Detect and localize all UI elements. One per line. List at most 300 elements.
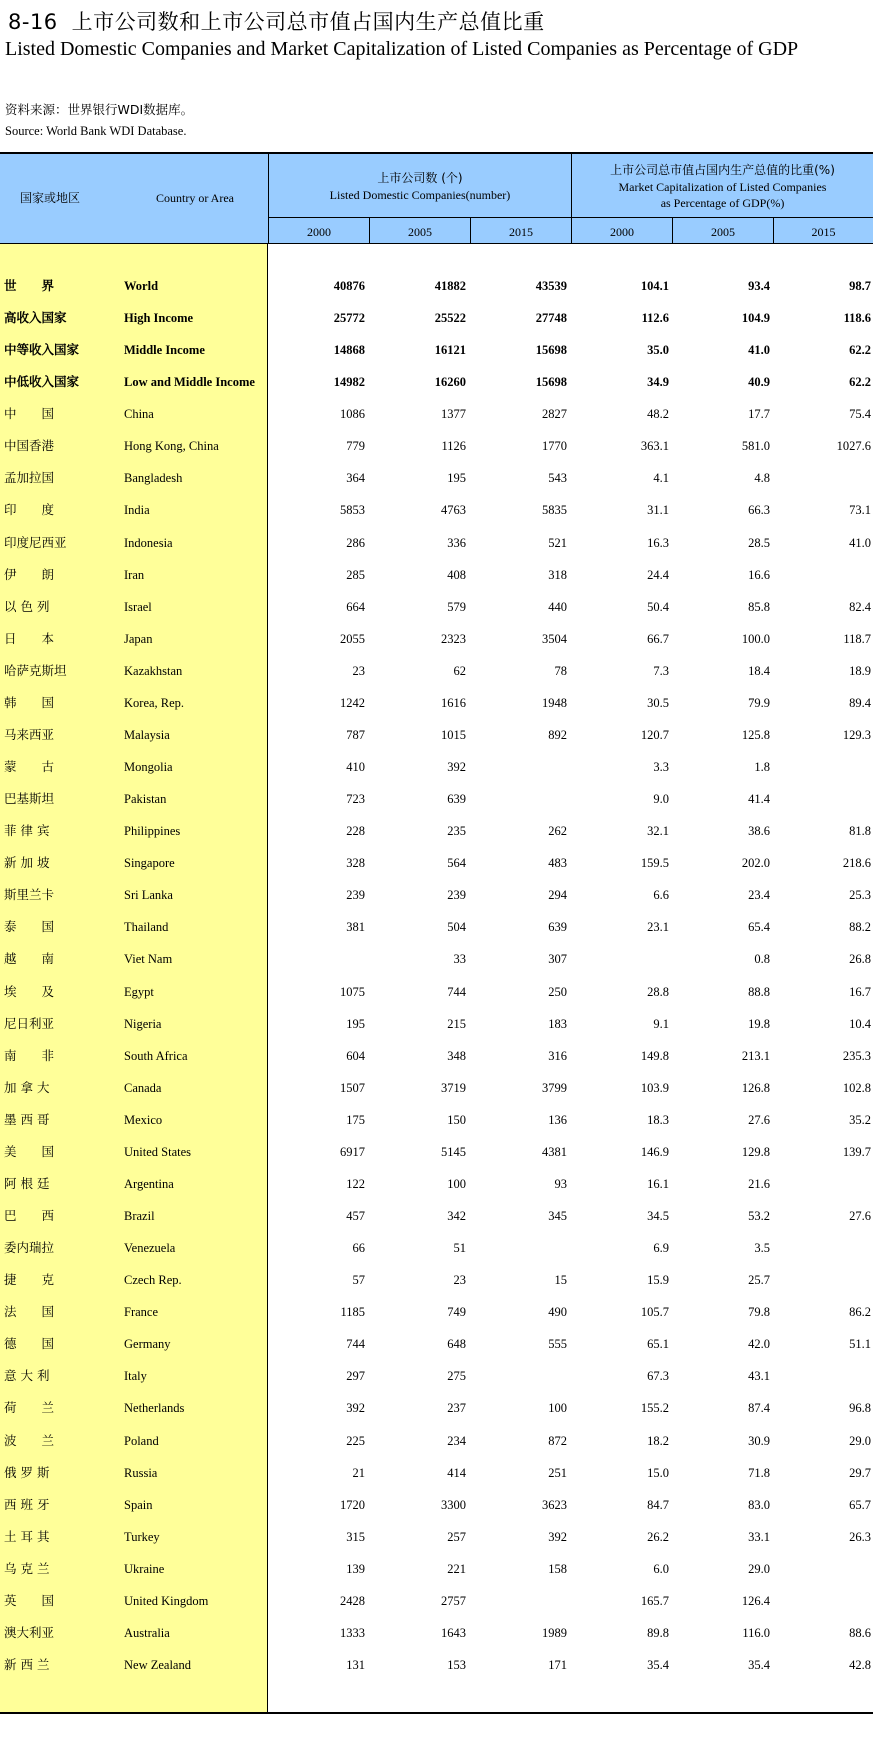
table-cell: 159.5 (640, 856, 669, 871)
table-cell: 83.0 (748, 1497, 770, 1512)
table-cell: 79.9 (748, 695, 770, 710)
area-name-cn: 新 加 坡 (4, 855, 50, 871)
table-cell: 42.8 (849, 1658, 871, 1672)
table-cell: 257 (447, 1529, 466, 1544)
table-cell: 6.9 (653, 1241, 669, 1256)
table-cell: 103.9 (640, 1080, 669, 1095)
table-cell: 555 (548, 1337, 567, 1352)
table-cell: 664 (346, 599, 365, 614)
table-cell: 4.1 (653, 471, 669, 486)
table-cell: 237 (447, 1401, 466, 1416)
year-header: 2015 (811, 225, 836, 239)
area-name-cn: 伊 朗 (4, 566, 55, 582)
page-title-en: Listed Domestic Companies and Market Capitalization of Listed Companies as Percentage of GDP (5, 38, 799, 60)
table-cell: 1948 (542, 695, 567, 710)
table-cell: 89.8 (647, 1625, 669, 1640)
table-cell: 648 (447, 1337, 466, 1352)
table-cell: 15698 (535, 343, 567, 358)
table-row (0, 1072, 873, 1104)
area-name-cn: 泰 国 (4, 919, 55, 935)
data-table (0, 152, 873, 1713)
table-cell: 6917 (340, 1144, 365, 1159)
table-cell: 104.1 (640, 279, 669, 293)
table-cell: 88.8 (748, 984, 770, 999)
table-cell: 1126 (441, 439, 466, 454)
table-cell: 363.1 (640, 439, 669, 454)
table-row (0, 783, 873, 815)
table-cell: 155.2 (640, 1401, 669, 1416)
table-cell: 65.4 (748, 920, 770, 935)
area-name-en: Brazil (124, 1209, 155, 1224)
table-cell: 23.1 (647, 920, 669, 935)
area-name-cn: 德 国 (4, 1336, 55, 1352)
area-name-cn: 荷 兰 (4, 1400, 55, 1416)
table-cell: 27.6 (748, 1112, 770, 1127)
area-name-cn: 美 国 (4, 1143, 55, 1159)
table-cell: 1027.6 (836, 439, 871, 454)
table-row (0, 847, 873, 879)
area-name-en: Netherlands (124, 1401, 185, 1416)
table-cell: 16.6 (748, 567, 770, 582)
area-name-cn: 中 国 (4, 406, 55, 422)
table-cell: 43539 (535, 279, 567, 293)
table-cell: 73.1 (849, 503, 871, 518)
area-name-cn: 中低收入国家 (4, 374, 80, 390)
table-cell: 71.8 (748, 1465, 770, 1480)
table-cell: 15 (554, 1273, 567, 1288)
table-cell: 7.3 (653, 663, 669, 678)
table-cell: 1185 (340, 1305, 365, 1320)
table-cell: 225 (346, 1433, 365, 1448)
table-cell: 3504 (542, 631, 567, 646)
table-cell: 1507 (340, 1080, 365, 1095)
table-cell: 235.3 (842, 1048, 871, 1063)
table-cell: 118.6 (843, 311, 871, 326)
table-cell: 41.0 (849, 535, 871, 550)
table-cell: 579 (447, 599, 466, 614)
area-name-en: Argentina (124, 1176, 174, 1191)
table-cell: 504 (447, 920, 466, 935)
table-cell: 38.6 (748, 824, 770, 839)
table-cell: 2055 (340, 631, 365, 646)
table-cell: 779 (346, 439, 365, 454)
table-cell: 892 (548, 727, 567, 742)
area-name-cn: 中等收入国家 (4, 342, 80, 358)
area-name-cn: 捷 克 (4, 1272, 55, 1288)
table-cell: 408 (447, 567, 466, 582)
year-header: 2000 (610, 225, 634, 239)
table-cell: 221 (447, 1561, 466, 1576)
area-name-en: Japan (124, 631, 153, 646)
table-cell: 275 (447, 1369, 466, 1384)
table-cell: 23 (453, 1273, 466, 1288)
table-cell: 93.4 (748, 279, 770, 293)
table-cell: 51 (453, 1241, 466, 1256)
table-cell: 490 (548, 1305, 567, 1320)
table-cell: 183 (548, 1016, 567, 1031)
area-name-cn: 加 拿 大 (4, 1079, 50, 1095)
table-cell: 122 (346, 1176, 365, 1191)
table-row (0, 719, 873, 751)
area-name-cn: 澳大利亚 (4, 1624, 55, 1640)
table-cell: 307 (548, 952, 567, 967)
table-row (0, 270, 873, 302)
table-cell: 1242 (340, 695, 365, 710)
area-name-cn: 菲 律 宾 (4, 823, 50, 839)
table-cell: 1770 (542, 439, 567, 454)
area-name-cn: 哈萨克斯坦 (4, 662, 67, 678)
table-cell: 42.0 (748, 1337, 770, 1352)
table-cell: 158 (548, 1561, 567, 1576)
area-name-cn: 韩 国 (4, 694, 55, 710)
table-cell: 48.2 (647, 407, 669, 422)
table-cell: 79.8 (748, 1305, 770, 1320)
table-cell: 126.4 (741, 1593, 770, 1608)
table-cell: 1616 (441, 695, 466, 710)
table-cell: 88.2 (849, 920, 871, 935)
table-row (0, 1553, 873, 1585)
table-row (0, 1296, 873, 1328)
table-cell: 62.2 (849, 375, 871, 390)
table-cell: 6.0 (653, 1561, 669, 1576)
table-row (0, 1328, 873, 1360)
table-cell: 604 (346, 1048, 365, 1063)
table-cell: 410 (346, 760, 365, 775)
table-cell: 93 (554, 1176, 567, 1191)
area-name-cn: 巴基斯坦 (4, 791, 55, 807)
table-cell: 50.4 (647, 599, 669, 614)
table-cell: 66 (352, 1241, 365, 1256)
area-name-en: Bangladesh (124, 471, 183, 486)
table-cell: 250 (548, 984, 567, 999)
table-cell: 125.8 (741, 727, 770, 742)
table-cell: 744 (447, 984, 466, 999)
table-cell: 251 (548, 1465, 567, 1480)
table-cell: 171 (548, 1658, 567, 1672)
area-name-en: Spain (124, 1497, 153, 1512)
area-name-cn: 波 兰 (4, 1432, 55, 1448)
table-cell: 16260 (434, 375, 466, 390)
table-cell: 35.2 (849, 1112, 871, 1127)
table-cell: 639 (548, 920, 567, 935)
area-name-cn: 乌 克 兰 (4, 1560, 50, 1576)
area-name-cn: 孟加拉国 (4, 470, 55, 486)
table-cell: 75.4 (849, 407, 871, 422)
area-name-cn: 意 大 利 (4, 1368, 50, 1384)
table-cell: 31.1 (647, 503, 669, 518)
table-cell: 1989 (542, 1625, 567, 1640)
area-name-cn: 世 界 (4, 278, 55, 293)
source-note-cn: 资料来源：世界银行WDI数据库。 (5, 102, 194, 117)
table-cell: 5853 (340, 503, 365, 518)
table-cell: 33.1 (748, 1529, 770, 1544)
table-cell: 483 (548, 856, 567, 871)
table-cell: 239 (346, 888, 365, 903)
area-name-cn: 马来西亚 (4, 726, 55, 742)
area-name-en: Mongolia (124, 760, 173, 775)
table-row (0, 655, 873, 687)
table-row (0, 334, 873, 366)
area-name-cn: 尼日利亚 (4, 1015, 55, 1031)
table-row (0, 815, 873, 847)
table-cell: 129.8 (741, 1144, 770, 1159)
area-name-en: Poland (124, 1433, 159, 1448)
table-cell: 85.8 (748, 599, 770, 614)
table-cell: 23.4 (748, 888, 770, 903)
table-cell: 51.1 (849, 1337, 871, 1352)
table-cell: 262 (548, 824, 567, 839)
table-cell: 129.3 (842, 727, 871, 742)
table-row (0, 943, 873, 975)
table-row (0, 1264, 873, 1296)
area-name-en: Kazakhstan (124, 663, 183, 678)
table-cell: 146.9 (640, 1144, 669, 1159)
table-cell: 297 (346, 1369, 365, 1384)
table-cell: 195 (346, 1016, 365, 1031)
header-group2-en-line1: Market Capitalization of Listed Companies (618, 180, 827, 194)
table-cell: 0.8 (754, 952, 770, 967)
area-name-cn: 南 非 (4, 1047, 55, 1063)
area-name-cn: 中国香港 (4, 438, 55, 454)
table-cell: 165.7 (640, 1593, 669, 1608)
table-cell: 105.7 (640, 1305, 669, 1320)
table-cell: 66.3 (748, 503, 770, 518)
area-name-en: Mexico (124, 1112, 163, 1127)
year-header: 2005 (711, 225, 735, 239)
table-row (0, 302, 873, 334)
year-header: 2000 (307, 225, 331, 239)
table-cell: 89.4 (849, 695, 871, 710)
table-row (0, 911, 873, 943)
table-row (0, 1040, 873, 1072)
table-cell: 195 (447, 471, 466, 486)
table-cell: 81.8 (849, 824, 871, 839)
table-cell: 2757 (441, 1593, 466, 1608)
area-name-en: Italy (124, 1369, 147, 1384)
table-number: 8-16 (8, 10, 58, 34)
table-cell: 40876 (333, 279, 365, 293)
table-cell: 14982 (333, 375, 365, 390)
area-name-cn: 西 班 牙 (4, 1496, 50, 1512)
area-name-en: Middle Income (124, 343, 205, 358)
table-cell: 872 (548, 1433, 567, 1448)
table-cell: 315 (346, 1529, 365, 1544)
table-cell: 25.7 (748, 1273, 770, 1288)
table-cell: 381 (346, 920, 365, 935)
table-cell: 286 (346, 535, 365, 550)
area-name-cn: 越 南 (4, 951, 55, 967)
area-name-en: China (124, 407, 154, 422)
table-cell: 440 (548, 599, 567, 614)
page-title-cn (8, 6, 545, 36)
area-name-en: Russia (124, 1465, 158, 1480)
table-cell: 392 (548, 1529, 567, 1544)
table-cell: 131 (346, 1658, 365, 1672)
table-cell: 3.5 (754, 1241, 770, 1256)
table-cell: 364 (346, 471, 365, 486)
table-cell: 3300 (441, 1497, 466, 1512)
area-name-en: Nigeria (124, 1016, 162, 1031)
table-cell: 15.0 (647, 1465, 669, 1480)
table-row (0, 1136, 873, 1168)
area-name-en: Australia (124, 1625, 170, 1640)
area-name-en: Venezuela (124, 1241, 176, 1256)
table-cell: 9.0 (653, 792, 669, 807)
table-cell: 149.8 (640, 1048, 669, 1063)
source-note-en: Source: World Bank WDI Database. (5, 124, 187, 138)
table-row (0, 591, 873, 623)
area-name-en: Philippines (124, 824, 181, 839)
table-cell: 104.9 (741, 311, 770, 326)
table-cell: 6.6 (653, 888, 669, 903)
table-cell: 328 (346, 856, 365, 871)
table-cell: 2323 (441, 631, 466, 646)
header-group2-en-line2: as Percentage of GDP(%) (660, 196, 785, 210)
area-name-cn: 土 耳 其 (4, 1528, 50, 1544)
table-cell: 112.6 (641, 311, 669, 326)
table-cell: 87.4 (748, 1401, 770, 1416)
area-name-en: Ukraine (124, 1561, 165, 1576)
table-cell: 100.0 (741, 631, 770, 646)
table-row (0, 751, 873, 783)
table-cell: 744 (346, 1337, 365, 1352)
area-name-en: Germany (124, 1337, 171, 1352)
table-cell: 29.0 (849, 1433, 871, 1448)
table-cell: 30.5 (647, 695, 669, 710)
table-cell: 21 (352, 1465, 365, 1480)
table-cell: 4381 (542, 1144, 567, 1159)
table-cell: 342 (447, 1209, 466, 1224)
table-cell: 96.8 (849, 1401, 871, 1416)
table-row (0, 879, 873, 911)
table-cell: 3.3 (653, 760, 669, 775)
table-row (0, 1008, 873, 1040)
area-name-cn: 以 色 列 (4, 598, 50, 614)
table-cell: 175 (346, 1112, 365, 1127)
area-name-cn: 印度尼西亚 (4, 534, 67, 550)
area-name-en: France (124, 1305, 159, 1320)
table-cell: 14868 (333, 343, 365, 358)
table-cell: 16121 (434, 343, 466, 358)
table-cell: 1075 (340, 984, 365, 999)
table-row (0, 398, 873, 430)
table-cell: 543 (548, 471, 567, 486)
table-cell: 88.6 (849, 1625, 871, 1640)
table-row (0, 1392, 873, 1424)
area-name-cn: 斯里兰卡 (4, 887, 55, 903)
area-name-cn: 法 国 (4, 1304, 55, 1320)
table-cell: 153 (447, 1658, 466, 1672)
table-cell: 100 (447, 1176, 466, 1191)
table-cell: 35.4 (748, 1658, 770, 1672)
table-cell: 19.8 (748, 1016, 770, 1031)
area-name-en: Israel (124, 599, 152, 614)
area-name-en: United States (124, 1144, 192, 1159)
table-cell: 3719 (441, 1080, 466, 1095)
table-cell: 316 (548, 1048, 567, 1063)
table-cell: 1086 (340, 407, 365, 422)
table-row (0, 687, 873, 719)
area-name-cn: 巴 西 (4, 1208, 55, 1224)
table-cell: 239 (447, 888, 466, 903)
area-name-en: Sri Lanka (124, 888, 173, 903)
table-cell: 345 (548, 1209, 567, 1224)
table-cell: 392 (447, 760, 466, 775)
table-cell: 86.2 (849, 1305, 871, 1320)
header-group2-cn: 上市公司总市值占国内生产总值的比重(%) (610, 163, 835, 177)
table-cell: 723 (346, 792, 365, 807)
table-cell: 66.7 (647, 631, 669, 646)
table-cell: 29.0 (748, 1561, 770, 1576)
table-cell: 2827 (542, 407, 567, 422)
table-bottom-rule (0, 1712, 873, 1714)
header-group1-cn: 上市公司数 (个) (377, 171, 463, 185)
area-name-en: India (124, 503, 150, 518)
table-cell: 26.2 (647, 1529, 669, 1544)
table-cell: 18.4 (748, 663, 770, 678)
table-row (0, 1232, 873, 1264)
table-row (0, 366, 873, 398)
table-cell: 67.3 (647, 1369, 669, 1384)
area-name-cn: 阿 根 廷 (4, 1175, 50, 1191)
area-name-en: South Africa (124, 1048, 188, 1063)
table-cell: 139.7 (842, 1144, 871, 1159)
area-name-cn: 墨 西 哥 (4, 1111, 50, 1127)
table-cell: 17.7 (748, 407, 770, 422)
table-cell: 5145 (441, 1144, 466, 1159)
table-cell: 23 (352, 663, 365, 678)
table-cell: 1333 (340, 1625, 365, 1640)
table-cell: 1377 (441, 407, 466, 422)
table-cell: 120.7 (640, 727, 669, 742)
year-header: 2015 (509, 225, 533, 239)
table-row (0, 623, 873, 655)
table-cell: 30.9 (748, 1433, 770, 1448)
area-name-cn: 蒙 古 (4, 759, 55, 775)
area-name-en: High Income (124, 311, 194, 326)
table-row (0, 1521, 873, 1553)
table-cell: 234 (447, 1433, 466, 1448)
table-cell: 3799 (542, 1080, 567, 1095)
table-cell: 82.4 (849, 599, 871, 614)
table-cell: 35.0 (647, 343, 669, 358)
area-name-en: Czech Rep. (124, 1273, 182, 1288)
table-cell: 116.0 (742, 1625, 770, 1640)
header-group1-en: Listed Domestic Companies(number) (329, 188, 511, 202)
table-cell: 414 (447, 1465, 466, 1480)
table-row (0, 1104, 873, 1136)
table-cell: 235 (447, 824, 466, 839)
table-cell: 749 (447, 1305, 466, 1320)
table-cell: 3623 (542, 1497, 567, 1512)
area-name-en: Korea, Rep. (124, 695, 185, 710)
area-name-cn: 日 本 (4, 630, 55, 646)
table-cell: 2428 (340, 1593, 365, 1608)
table-cell: 581.0 (741, 439, 770, 454)
table-cell: 392 (346, 1401, 365, 1416)
area-name-en: Thailand (124, 920, 169, 935)
area-name-en: Pakistan (124, 792, 167, 807)
area-name-en: Malaysia (124, 727, 170, 742)
table-cell: 213.1 (741, 1048, 770, 1063)
table-row (0, 1585, 873, 1617)
table-cell: 53.2 (748, 1209, 770, 1224)
table-cell: 29.7 (849, 1465, 871, 1480)
area-name-cn: 高收入国家 (4, 310, 67, 326)
table-cell: 118.7 (843, 631, 871, 646)
table-row (0, 462, 873, 494)
table-cell: 27748 (535, 311, 567, 326)
